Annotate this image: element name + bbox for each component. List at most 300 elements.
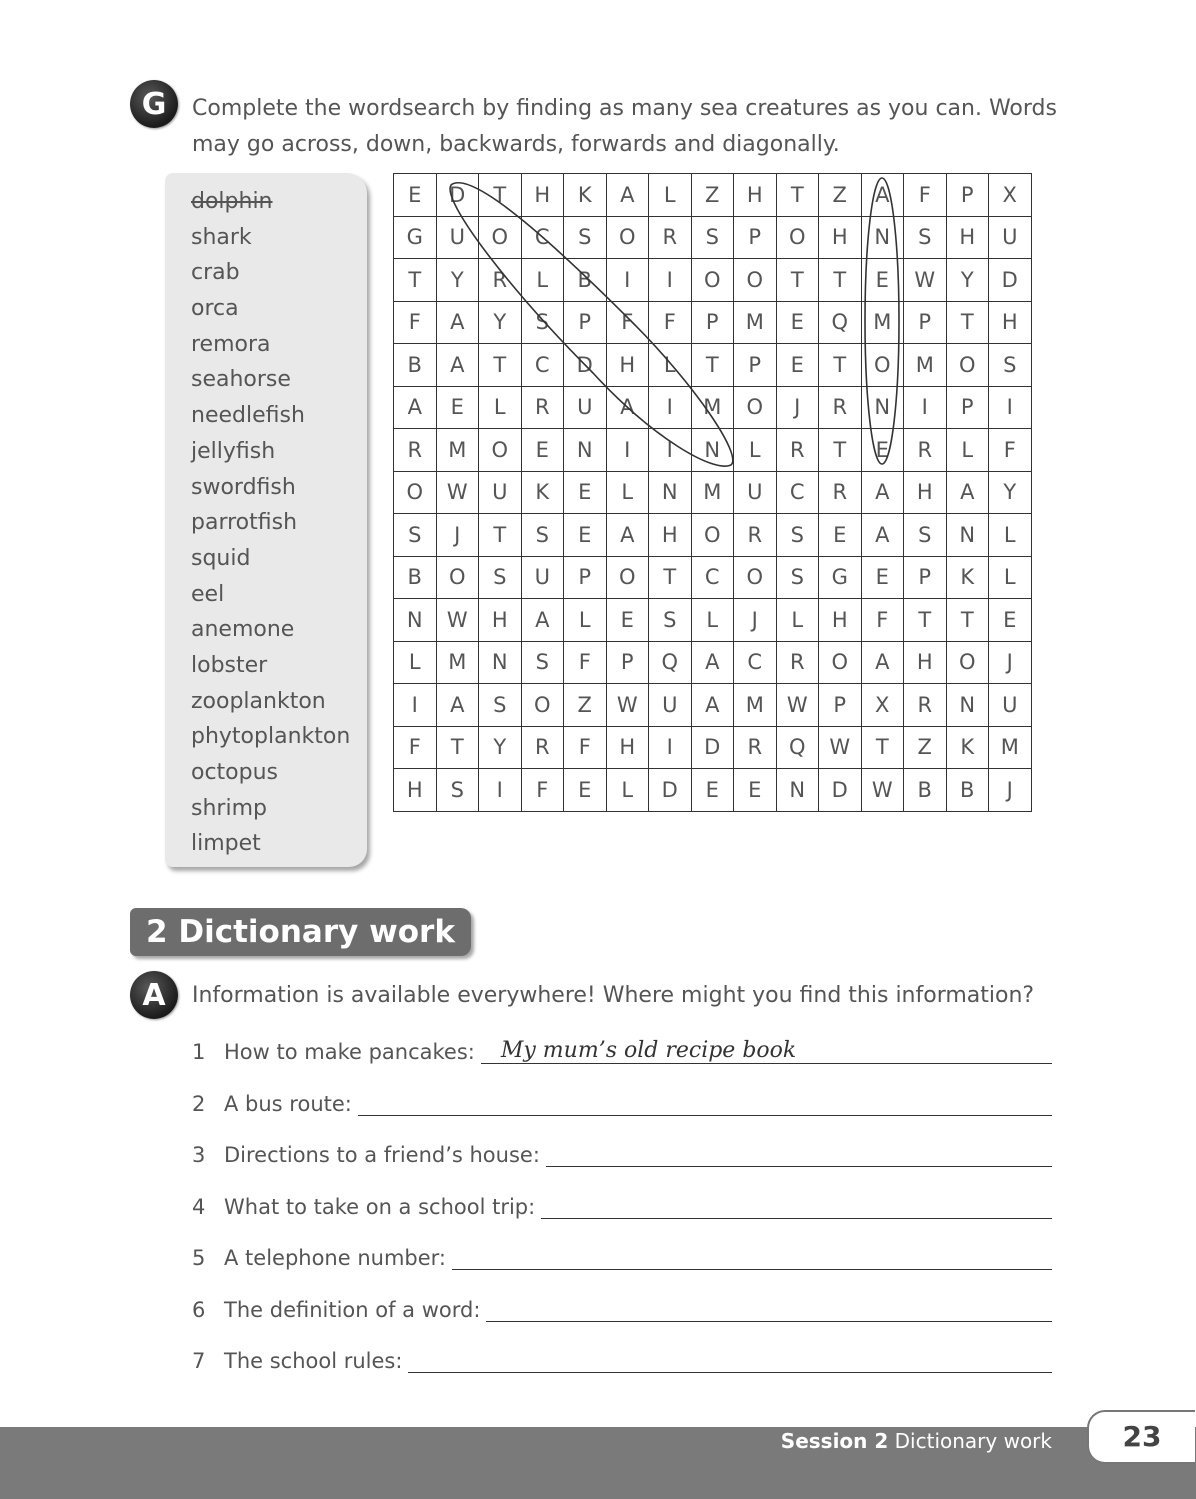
- grid-cell: F: [649, 301, 692, 344]
- grid-cell: H: [946, 216, 989, 259]
- question-label: The school rules:: [224, 1349, 403, 1373]
- grid-cell: T: [776, 174, 819, 217]
- grid-cell: R: [776, 641, 819, 684]
- grid-cell: O: [819, 641, 862, 684]
- grid-cell: S: [649, 599, 692, 642]
- word-item: zooplankton: [191, 688, 326, 714]
- grid-cell: R: [394, 429, 437, 472]
- grid-cell: S: [521, 641, 564, 684]
- grid-cell: A: [394, 386, 437, 429]
- grid-row: [394, 514, 1032, 557]
- grid-cell: T: [479, 344, 522, 387]
- grid-cell: B: [394, 344, 437, 387]
- grid-cell: J: [776, 386, 819, 429]
- grid-cell: U: [989, 684, 1032, 727]
- grid-cell: F: [394, 726, 437, 769]
- grid-cell: T: [436, 726, 479, 769]
- grid-cell: D: [819, 769, 862, 812]
- grid-cell: U: [734, 471, 777, 514]
- grid-cell: T: [819, 259, 862, 302]
- grid-row: [394, 344, 1032, 387]
- grid-cell: K: [521, 471, 564, 514]
- activity-g-badge: G: [130, 80, 178, 128]
- grid-cell: Q: [776, 726, 819, 769]
- grid-cell: S: [479, 684, 522, 727]
- grid-cell: H: [819, 216, 862, 259]
- instruction-line-2: may go across, down, backwards, forwards and diagonally.: [192, 132, 840, 157]
- grid-cell: N: [649, 471, 692, 514]
- activity-a-badge: A: [130, 971, 178, 1019]
- grid-cell: D: [564, 344, 607, 387]
- answer-line[interactable]: [546, 1136, 1052, 1167]
- grid-cell: E: [819, 514, 862, 557]
- grid-cell: Y: [946, 259, 989, 302]
- footer-topic: Dictionary work: [894, 1429, 1052, 1453]
- grid-row: [394, 769, 1032, 812]
- grid-cell: A: [861, 641, 904, 684]
- grid-cell: D: [989, 259, 1032, 302]
- grid-cell: W: [436, 599, 479, 642]
- question-label: A bus route:: [224, 1092, 352, 1116]
- grid-cell: T: [861, 726, 904, 769]
- grid-cell: F: [564, 641, 607, 684]
- grid-cell: O: [479, 216, 522, 259]
- grid-cell: B: [904, 769, 947, 812]
- grid-cell: A: [691, 684, 734, 727]
- grid-cell: Z: [564, 684, 607, 727]
- grid-cell: B: [946, 769, 989, 812]
- grid-cell: P: [904, 301, 947, 344]
- word-item: needlefish: [191, 403, 305, 429]
- question-number: 4: [192, 1195, 206, 1219]
- grid-cell: O: [606, 216, 649, 259]
- grid-cell: F: [904, 174, 947, 217]
- grid-cell: R: [819, 386, 862, 429]
- activity-a-instruction: Information is available everywhere! Where might you find this information?: [192, 983, 1035, 1008]
- grid-row: [394, 471, 1032, 514]
- grid-cell: N: [776, 769, 819, 812]
- grid-cell: S: [436, 769, 479, 812]
- grid-cell: N: [394, 599, 437, 642]
- grid-row: [394, 684, 1032, 727]
- answer-line[interactable]: [452, 1239, 1052, 1270]
- grid-cell: R: [649, 216, 692, 259]
- grid-cell: O: [436, 556, 479, 599]
- grid-cell: S: [394, 514, 437, 557]
- grid-cell: W: [861, 769, 904, 812]
- section-title: 2 Dictionary work: [130, 908, 471, 956]
- grid-cell: J: [989, 769, 1032, 812]
- grid-row: [394, 429, 1032, 472]
- grid-row: [394, 301, 1032, 344]
- grid-cell: I: [649, 259, 692, 302]
- grid-cell: L: [649, 174, 692, 217]
- grid-cell: L: [606, 471, 649, 514]
- grid-cell: L: [989, 514, 1032, 557]
- grid-cell: J: [734, 599, 777, 642]
- word-item: anemone: [191, 617, 295, 643]
- question-label: What to take on a school trip:: [224, 1195, 536, 1219]
- word-item: dolphin: [191, 189, 273, 214]
- question-number: 7: [192, 1349, 206, 1373]
- grid-cell: F: [989, 429, 1032, 472]
- grid-cell: U: [564, 386, 607, 429]
- grid-cell: T: [649, 556, 692, 599]
- grid-cell: P: [946, 386, 989, 429]
- grid-cell: P: [564, 556, 607, 599]
- word-list-panel: [165, 173, 367, 867]
- grid-cell: Q: [649, 641, 692, 684]
- grid-cell: L: [564, 599, 607, 642]
- grid-cell: T: [776, 259, 819, 302]
- grid-cell: F: [394, 301, 437, 344]
- grid-cell: C: [521, 216, 564, 259]
- question-row: [192, 1185, 1052, 1219]
- grid-cell: A: [521, 599, 564, 642]
- grid-cell: E: [989, 599, 1032, 642]
- footer-session: Session 2: [780, 1429, 889, 1453]
- grid-cell: W: [819, 726, 862, 769]
- grid-cell: F: [606, 301, 649, 344]
- grid-cell: Z: [904, 726, 947, 769]
- grid-cell: I: [649, 386, 692, 429]
- grid-cell: E: [734, 769, 777, 812]
- grid-cell: D: [691, 726, 734, 769]
- grid-cell: D: [436, 174, 479, 217]
- grid-cell: Y: [436, 259, 479, 302]
- grid-cell: L: [649, 344, 692, 387]
- grid-row: [394, 726, 1032, 769]
- grid-cell: L: [776, 599, 819, 642]
- grid-cell: A: [606, 514, 649, 557]
- word-item: seahorse: [191, 367, 291, 393]
- grid-cell: L: [734, 429, 777, 472]
- word-item: shark: [191, 224, 252, 250]
- grid-cell: C: [776, 471, 819, 514]
- grid-cell: O: [734, 386, 777, 429]
- grid-cell: T: [819, 429, 862, 472]
- grid-cell: H: [606, 726, 649, 769]
- grid-cell: N: [861, 386, 904, 429]
- grid-cell: O: [946, 641, 989, 684]
- question-row: [192, 1030, 1052, 1064]
- word-item: jellyfish: [191, 438, 276, 464]
- grid-cell: A: [436, 301, 479, 344]
- grid-cell: T: [819, 344, 862, 387]
- grid-cell: E: [564, 471, 607, 514]
- grid-cell: Q: [819, 301, 862, 344]
- grid-cell: D: [649, 769, 692, 812]
- grid-cell: H: [904, 471, 947, 514]
- grid-cell: P: [734, 216, 777, 259]
- grid-cell: S: [521, 301, 564, 344]
- grid-cell: I: [479, 769, 522, 812]
- question-row: [192, 1339, 1052, 1373]
- grid-cell: L: [521, 259, 564, 302]
- grid-cell: O: [861, 344, 904, 387]
- grid-cell: A: [436, 344, 479, 387]
- grid-cell: S: [776, 556, 819, 599]
- grid-cell: U: [521, 556, 564, 599]
- grid-cell: L: [946, 429, 989, 472]
- grid-cell: A: [946, 471, 989, 514]
- grid-cell: N: [861, 216, 904, 259]
- grid-cell: K: [946, 726, 989, 769]
- question-number: 5: [192, 1246, 206, 1270]
- grid-cell: E: [776, 344, 819, 387]
- question-label: The definition of a word:: [224, 1298, 481, 1322]
- question-number: 6: [192, 1298, 206, 1322]
- grid-cell: A: [691, 641, 734, 684]
- word-item: shrimp: [191, 795, 267, 821]
- grid-cell: O: [734, 259, 777, 302]
- grid-cell: H: [521, 174, 564, 217]
- grid-cell: B: [394, 556, 437, 599]
- grid-cell: R: [904, 684, 947, 727]
- grid-cell: G: [394, 216, 437, 259]
- grid-cell: H: [606, 344, 649, 387]
- grid-cell: N: [479, 641, 522, 684]
- grid-cell: T: [904, 599, 947, 642]
- grid-cell: Y: [479, 301, 522, 344]
- grid-cell: S: [521, 514, 564, 557]
- grid-cell: W: [436, 471, 479, 514]
- grid-cell: E: [564, 769, 607, 812]
- grid-cell: M: [691, 386, 734, 429]
- grid-cell: S: [989, 344, 1032, 387]
- grid-cell: T: [479, 514, 522, 557]
- grid-cell: Z: [691, 174, 734, 217]
- answer-line[interactable]: [481, 1033, 1052, 1064]
- word-item: remora: [191, 331, 271, 357]
- grid-row: [394, 174, 1032, 217]
- grid-cell: R: [776, 429, 819, 472]
- grid-cell: M: [734, 301, 777, 344]
- grid-cell: M: [734, 684, 777, 727]
- grid-cell: C: [734, 641, 777, 684]
- question-row: [192, 1288, 1052, 1322]
- answer-line[interactable]: [358, 1085, 1052, 1116]
- grid-cell: A: [861, 174, 904, 217]
- word-item: limpet: [191, 831, 261, 857]
- grid-cell: T: [946, 301, 989, 344]
- grid-cell: C: [521, 344, 564, 387]
- grid-cell: S: [776, 514, 819, 557]
- grid-cell: I: [649, 726, 692, 769]
- grid-cell: C: [691, 556, 734, 599]
- grid-cell: H: [904, 641, 947, 684]
- question-number: 2: [192, 1092, 206, 1116]
- grid-cell: O: [734, 556, 777, 599]
- grid-cell: N: [946, 514, 989, 557]
- grid-cell: E: [691, 769, 734, 812]
- grid-cell: M: [989, 726, 1032, 769]
- grid-cell: T: [946, 599, 989, 642]
- grid-cell: L: [691, 599, 734, 642]
- grid-cell: M: [691, 471, 734, 514]
- grid-cell: H: [649, 514, 692, 557]
- footer-title: [781, 1427, 1052, 1455]
- word-item: orca: [191, 296, 239, 322]
- wordsearch: [393, 173, 1032, 812]
- grid-cell: L: [479, 386, 522, 429]
- grid-cell: E: [436, 386, 479, 429]
- grid-cell: J: [989, 641, 1032, 684]
- grid-cell: N: [946, 684, 989, 727]
- grid-cell: P: [734, 344, 777, 387]
- grid-cell: T: [394, 259, 437, 302]
- grid-row: [394, 216, 1032, 259]
- grid-cell: H: [819, 599, 862, 642]
- grid-cell: O: [521, 684, 564, 727]
- grid-cell: K: [946, 556, 989, 599]
- grid-cell: A: [436, 684, 479, 727]
- grid-cell: X: [861, 684, 904, 727]
- grid-cell: S: [564, 216, 607, 259]
- grid-cell: A: [861, 471, 904, 514]
- question-number: 3: [192, 1143, 206, 1167]
- grid-cell: W: [904, 259, 947, 302]
- grid-cell: H: [394, 769, 437, 812]
- grid-cell: I: [606, 259, 649, 302]
- word-item: swordfish: [191, 474, 296, 500]
- grid-row: [394, 641, 1032, 684]
- grid-cell: P: [564, 301, 607, 344]
- answer-line[interactable]: [541, 1188, 1052, 1219]
- answer-line[interactable]: [408, 1342, 1052, 1373]
- word-item: parrotfish: [191, 510, 298, 536]
- question-row: [192, 1133, 1052, 1167]
- grid-cell: M: [861, 301, 904, 344]
- activity-g-instruction: [192, 91, 1057, 163]
- grid-cell: O: [394, 471, 437, 514]
- word-list: [165, 173, 367, 865]
- grid-cell: I: [904, 386, 947, 429]
- grid-cell: M: [904, 344, 947, 387]
- grid-cell: X: [989, 174, 1032, 217]
- grid-cell: W: [606, 684, 649, 727]
- grid-cell: A: [861, 514, 904, 557]
- word-item: lobster: [191, 652, 268, 678]
- grid-cell: O: [479, 429, 522, 472]
- grid-cell: Z: [819, 174, 862, 217]
- grid-cell: J: [436, 514, 479, 557]
- grid-cell: U: [479, 471, 522, 514]
- word-item: eel: [191, 581, 225, 607]
- grid-cell: W: [776, 684, 819, 727]
- question-number: 1: [192, 1040, 206, 1064]
- grid-cell: F: [861, 599, 904, 642]
- grid-cell: S: [691, 216, 734, 259]
- grid-cell: T: [691, 344, 734, 387]
- grid-cell: L: [989, 556, 1032, 599]
- grid-cell: S: [479, 556, 522, 599]
- word-item: octopus: [191, 760, 279, 785]
- grid-cell: O: [946, 344, 989, 387]
- grid-cell: E: [606, 599, 649, 642]
- grid-cell: O: [691, 514, 734, 557]
- grid-cell: R: [734, 726, 777, 769]
- grid-cell: E: [861, 259, 904, 302]
- question-label: A telephone number:: [224, 1246, 447, 1270]
- grid-cell: K: [564, 174, 607, 217]
- grid-cell: S: [904, 514, 947, 557]
- grid-cell: B: [564, 259, 607, 302]
- grid-cell: Y: [989, 471, 1032, 514]
- grid-cell: R: [521, 386, 564, 429]
- grid-cell: O: [691, 259, 734, 302]
- grid-cell: O: [606, 556, 649, 599]
- question-label: How to make pancakes:: [224, 1040, 475, 1064]
- grid-cell: S: [904, 216, 947, 259]
- grid-cell: P: [819, 684, 862, 727]
- grid-cell: H: [734, 174, 777, 217]
- question-row: [192, 1082, 1052, 1116]
- word-item: crab: [191, 260, 240, 286]
- question-label: Directions to a friend’s house:: [224, 1143, 540, 1167]
- grid-cell: I: [989, 386, 1032, 429]
- grid-cell: R: [904, 429, 947, 472]
- grid-row: [394, 386, 1032, 429]
- grid-cell: P: [691, 301, 734, 344]
- grid-cell: N: [564, 429, 607, 472]
- grid-cell: N: [691, 429, 734, 472]
- instruction-line-1: Complete the wordsearch by finding as many sea creatures as you can. Words: [192, 96, 1057, 121]
- grid-cell: R: [479, 259, 522, 302]
- grid-cell: F: [521, 769, 564, 812]
- grid-cell: R: [521, 726, 564, 769]
- grid-row: [394, 599, 1032, 642]
- grid-cell: L: [394, 641, 437, 684]
- grid-cell: E: [564, 514, 607, 557]
- word-item: phytoplankton: [191, 724, 351, 750]
- question-row: [192, 1236, 1052, 1270]
- grid-cell: F: [564, 726, 607, 769]
- grid-cell: E: [521, 429, 564, 472]
- grid-cell: I: [649, 429, 692, 472]
- grid-cell: Y: [479, 726, 522, 769]
- grid-cell: P: [606, 641, 649, 684]
- grid-row: [394, 259, 1032, 302]
- grid-cell: I: [606, 429, 649, 472]
- grid-row: [394, 556, 1032, 599]
- grid-cell: A: [606, 386, 649, 429]
- grid-cell: E: [394, 174, 437, 217]
- grid-cell: E: [861, 429, 904, 472]
- grid-cell: U: [649, 684, 692, 727]
- grid-cell: M: [436, 641, 479, 684]
- grid-cell: E: [861, 556, 904, 599]
- grid-cell: A: [606, 174, 649, 217]
- grid-cell: T: [479, 174, 522, 217]
- grid-cell: G: [819, 556, 862, 599]
- grid-cell: R: [734, 514, 777, 557]
- grid-cell: P: [946, 174, 989, 217]
- grid-cell: R: [819, 471, 862, 514]
- grid-cell: M: [436, 429, 479, 472]
- wordsearch-grid: [393, 173, 1032, 812]
- grid-cell: I: [394, 684, 437, 727]
- grid-cell: O: [776, 216, 819, 259]
- grid-cell: L: [606, 769, 649, 812]
- grid-cell: H: [479, 599, 522, 642]
- grid-cell: U: [436, 216, 479, 259]
- handwritten-answer: My mum’s old recipe book: [500, 1038, 797, 1063]
- grid-cell: U: [989, 216, 1032, 259]
- grid-cell: H: [989, 301, 1032, 344]
- answer-line[interactable]: [486, 1291, 1052, 1322]
- word-item: squid: [191, 545, 251, 571]
